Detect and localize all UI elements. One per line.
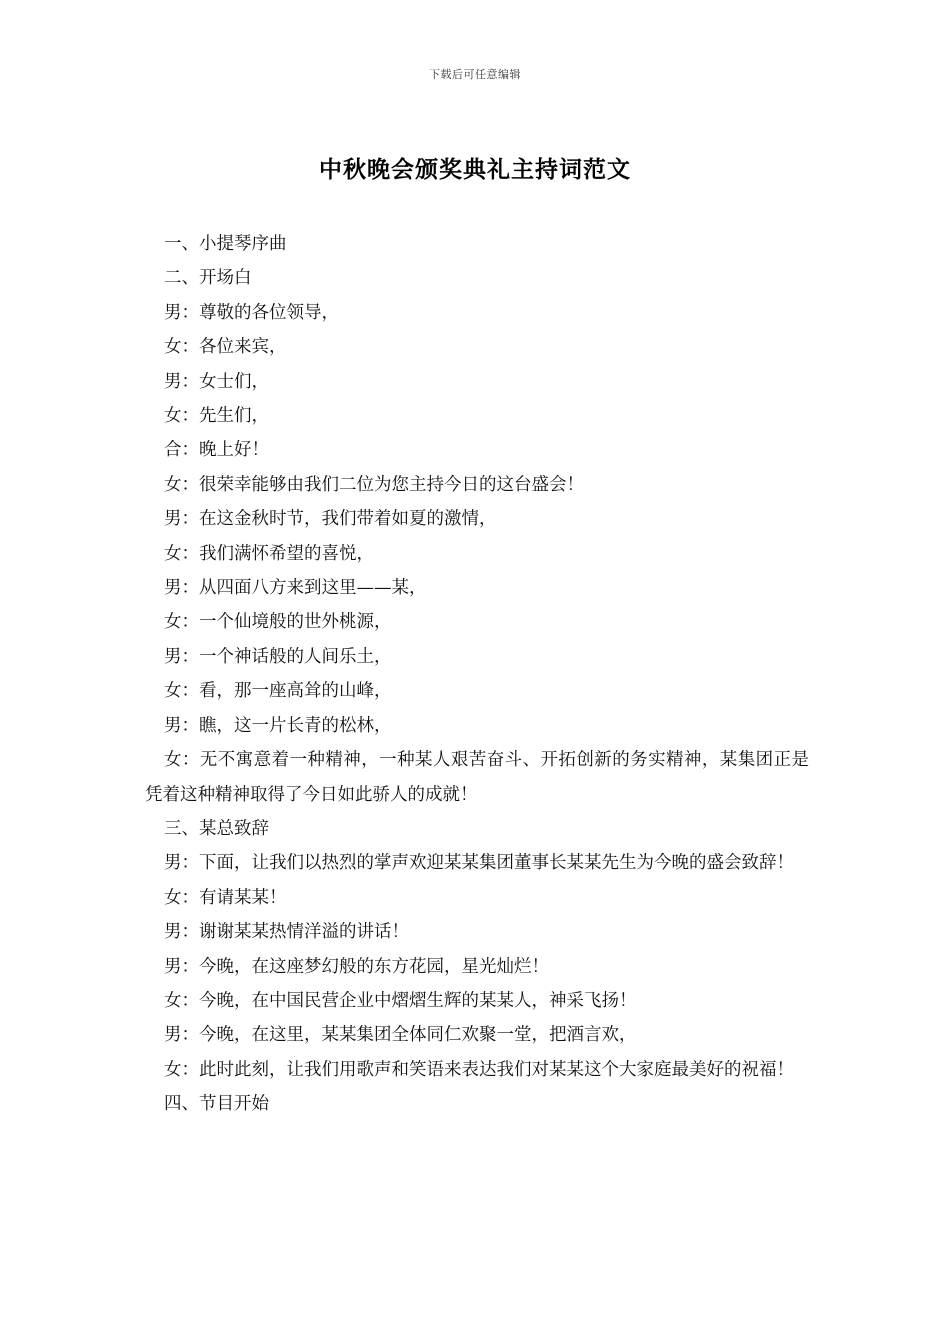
paragraph: 女：很荣幸能够由我们二位为您主持今日的这台盛会！ — [164, 474, 584, 495]
paragraph: 男：尊敬的各位领导， — [164, 302, 339, 323]
paragraph: 男：在这金秋时节，我们带着如夏的激情， — [164, 509, 497, 530]
paragraph: 男：今晚，在这座梦幻般的东方花园，星光灿烂！ — [164, 956, 549, 977]
paragraph: 男：下面，让我们以热烈的掌声欢迎某某集团董事长某某先生为今晚的盛会致辞！ — [164, 853, 794, 874]
paragraph: 二、开场白 — [164, 268, 252, 289]
paragraph: 女：各位来宾， — [164, 337, 287, 358]
paragraph: 女：有请某某！ — [164, 887, 287, 908]
paragraph: 男：女士们， — [164, 371, 269, 392]
paragraph: 女：此时此刻，让我们用歌声和笑语来表达我们对某某这个大家庭最美好的祝福！ — [164, 1059, 794, 1080]
header-note: 下载后可任意编辑 — [429, 68, 521, 81]
paragraph: 男：一个神话般的人间乐土， — [164, 646, 392, 667]
paragraph: 女：今晚，在中国民营企业中熠熠生辉的某某人，神采飞扬！ — [164, 990, 637, 1011]
paragraph: 女：看，那一座高耸的山峰， — [164, 681, 392, 702]
paragraph: 一、小提琴序曲 — [164, 234, 287, 254]
paragraph: 三、某总致辞 — [164, 818, 269, 839]
paragraph: 女：一个仙境般的世外桃源， — [164, 612, 392, 633]
paragraph: 合：晚上好！ — [164, 440, 269, 461]
paragraph: 女：我们满怀希望的喜悦， — [164, 543, 374, 564]
paragraph: 男：谢谢某某热情洋溢的讲话！ — [164, 922, 409, 943]
document-body — [145, 227, 809, 1122]
paragraph: 女：先生们， — [164, 406, 269, 427]
paragraph: 男：瞧，这一片长青的松林， — [164, 715, 392, 736]
document-title: 中秋晚会颁奖典礼主持词范文 — [319, 156, 631, 183]
paragraph: 四、节目开始 — [164, 1094, 269, 1115]
paragraph: 男：从四面八方来到这里——某， — [164, 578, 427, 599]
paragraph: 女：无不寓意着一种精神，一种某人艰苦奋斗、开拓创新的务实精神，某集团正是凭着这种精神取得了今日如此骄人的成就！ — [145, 750, 809, 805]
paragraph: 男：今晚，在这里，某某集团全体同仁欢聚一堂，把酒言欢， — [164, 1025, 637, 1046]
